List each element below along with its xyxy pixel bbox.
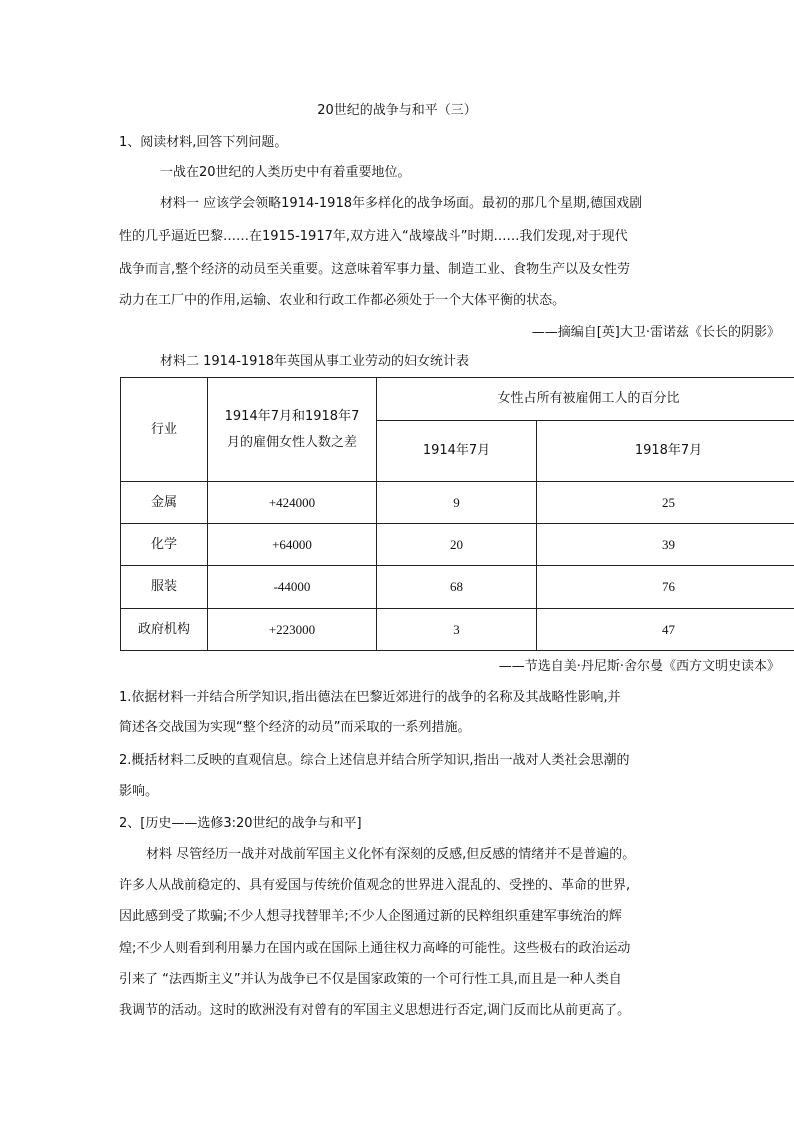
material2-source: ——节选自美·丹尼斯·舍尔曼《西方文明史读本》: [498, 659, 780, 674]
question-2-material-line: 我调节的活动。这时的欧洲没有对曾有的军国主义思想进行否定,调门反而比从前更高了。: [119, 1003, 631, 1018]
table-cell-1914: 3: [377, 609, 537, 651]
table-header-percentage: 女性占所有被雇佣工人的百分比: [377, 378, 794, 421]
question-1-heading: 1、阅读材料,回答下列问题。: [119, 135, 288, 150]
table-cell-diff: +424000: [208, 482, 377, 524]
sub-question-1-line: 1.依据材料一并结合所学知识,指出德法在巴黎近郊进行的战争的名称及其战略性影响,并: [119, 690, 621, 705]
material1-line: 材料一 应该学会领略1914-1918年多样化的战争场面。最初的那几个星期,德国戏剧: [160, 196, 643, 211]
question-2-material-line: 引来了 “法西斯主义”并认为战争已不仅是国家政策的一个可行性工具,而且是一种人类自: [119, 972, 622, 987]
question-2-material-line: 煌;不少人则看到利用暴力在国内或在国际上通往权力高峰的可能性。这些极右的政治运动: [119, 941, 631, 956]
table-cell-diff: -44000: [208, 566, 377, 609]
table-row: [121, 566, 794, 609]
question-2-material-line: 因此感到受了欺骗;不少人想寻找替罪羊;不少人企图通过新的民粹组织重建军事统治的辉: [119, 909, 622, 924]
table-cell-1918: 39: [537, 524, 794, 566]
table-cell-industry: 金属: [121, 482, 208, 524]
table-cell-1914: 68: [377, 566, 537, 609]
table-cell-industry: 服装: [121, 566, 208, 609]
table-cell-1918: 25: [537, 482, 794, 524]
table-cell-1918: 47: [537, 609, 794, 651]
table-row: [121, 482, 794, 524]
material2-title: 材料二 1914-1918年英国从事工业劳动的妇女统计表: [160, 354, 469, 369]
question-2-heading: 2、[历史——选修3:20世纪的战争与和平]: [119, 816, 362, 831]
material1-line: 战争而言,整个经济的动员至关重要。这意味着军事力量、制造工业、食物生产以及女性劳: [119, 262, 631, 277]
table-cell-1918: 76: [537, 566, 794, 609]
table-cell-1914: 20: [377, 524, 537, 566]
table-cell-industry: 化学: [121, 524, 208, 566]
question-2-material-line: 许多人从战前稳定的、具有爱国与传统价值观念的世界进入混乱的、受挫的、革命的世界,: [119, 878, 631, 893]
material1-line: 性的几乎逼近巴黎……在1915-1917年,双方进入“战壕战斗”时期……我们发现,对于现代: [119, 229, 628, 244]
table-cell-1914: 9: [377, 482, 537, 524]
sub-question-1-line: 简述各交战国为实现“整个经济的动员”而采取的一系列措施。: [119, 720, 471, 735]
table-header-diff: 1914年7月和1918年7 月的雇佣女性人数之差: [208, 378, 377, 482]
material1-line: 动力在工厂中的作用,运输、农业和行政工作都必须处于一个大体平衡的状态。: [119, 293, 566, 308]
table-row: [121, 609, 794, 651]
table-row: [121, 524, 794, 566]
table-cell-diff: +64000: [208, 524, 377, 566]
sub-question-2-line: 影响。: [119, 784, 159, 799]
table-header-1918: 1918年7月: [537, 421, 794, 482]
table-header-industry: 行业: [121, 378, 208, 482]
women-labor-table: [120, 377, 794, 651]
sub-question-2-line: 2.概括材料二反映的直观信息。综合上述信息并结合所学知识,指出一战对人类社会思潮的: [119, 753, 630, 768]
page-title: 20世纪的战争与和平（三）: [317, 103, 477, 118]
table-cell-diff: +223000: [208, 609, 377, 651]
question-2-material-line: 材料 尽管经历一战并对战前军国主义化怀有深刻的反感,但反感的情绪并不是普遍的。: [146, 847, 636, 862]
table-cell-industry: 政府机构: [121, 609, 208, 651]
question-1-intro: 一战在20世纪的人类历史中有着重要地位。: [160, 165, 411, 180]
table-header-1914: 1914年7月: [377, 421, 537, 482]
material1-source: ——摘编自[英]大卫·雷诺兹《长长的阴影》: [531, 325, 780, 340]
